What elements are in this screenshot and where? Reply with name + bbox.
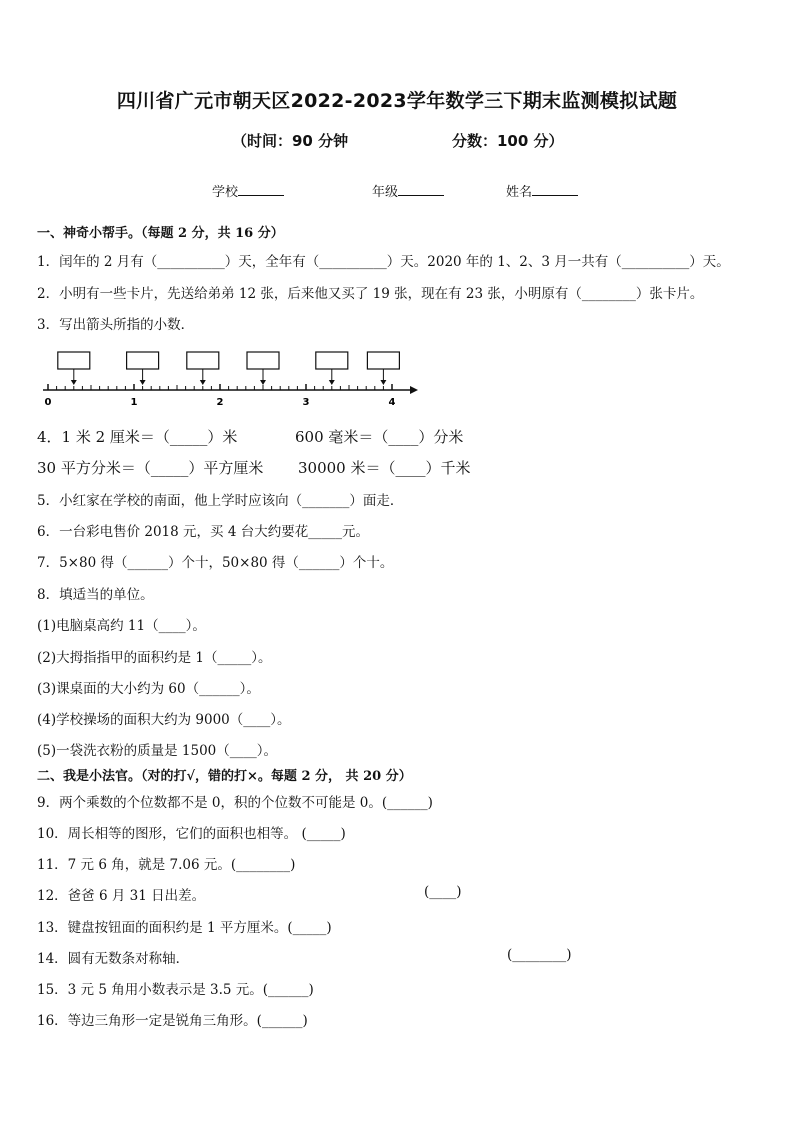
grade-blank [398,183,444,196]
question-5: 5．小红家在学校的南面，他上学时应该向（_______）面走． [37,493,404,509]
answer-box [187,352,219,369]
question-14: 14．圆有无数条对称轴． [37,951,190,967]
question-15: 15．3 元 5 角用小数表示是 3.5 元。(______) [37,982,314,998]
question-8-1: (1)电脑桌高约 11（____）。 [37,618,206,634]
pointer-arrowhead [260,380,266,385]
question-10: 10．周长相等的图形，它们的面积也相等。 (_____) [37,826,346,842]
question-6: 6．一台彩电售价 2018 元，买 4 台大约要花_____元。 [37,524,369,540]
grade-field [372,181,444,200]
question-8-4: (4)学校操场的面积大约为 9000（____）。 [37,712,291,728]
question-4d: 30000 米＝（____）千米 [298,459,471,477]
name-label: 姓名 [506,185,533,200]
question-8-5: (5)一袋洗衣粉的质量是 1500（____）。 [37,743,278,759]
answer-box [247,352,279,369]
question-14-blank: (________) [507,947,572,963]
answer-box [316,352,348,369]
question-2: 2．小明有一些卡片，先送给弟弟 12 张，后来他又买了 19 张，现在有 23 张，小明原有（________）张卡片。 [37,286,704,302]
page-title: 四川省广元市朝天区2022-2023学年数学三下期末监测模拟试题 [116,90,678,112]
answer-box [127,352,159,369]
pointer-arrowhead [380,380,386,385]
question-12-blank: (____) [424,884,462,900]
number-line-tick-label: 2 [216,397,224,406]
school-field [212,181,284,200]
question-8: 8．填适当的单位。 [37,587,154,603]
question-4c: 30 平方分米＝（_____）平方厘米 [37,459,264,477]
time-limit: （时间：90 分钟 [232,132,349,150]
total-score: 分数：100 分） [452,132,564,150]
question-7: 7．5×80 得（______）个十，50×80 得（______）个十。 [37,555,394,571]
question-8-2: (2)大拇指指甲的面积约是 1（_____）。 [37,650,272,666]
pointer-arrowhead [200,380,206,385]
pointer-arrowhead [329,380,335,385]
question-3: 3．写出箭头所指的小数． [37,317,195,333]
number-line-tick-label: 0 [44,397,52,406]
section-1-heading: 一、神奇小帮手。（每题 2 分，共 16 分） [37,226,284,241]
pointer-arrowhead [140,380,146,385]
number-line-tick-label: 3 [302,397,310,406]
name-blank [532,183,578,196]
name-field [506,181,578,200]
number-line-tick-label: 4 [388,397,396,406]
number-line-figure [38,346,418,406]
question-4b: 600 毫米＝（____）分米 [295,428,464,446]
question-4a: 4．1 米 2 厘米＝（_____）米 [37,428,238,446]
question-11: 11．7 元 6 角，就是 7.06 元。(________) [37,857,296,873]
question-12: 12．爸爸 6 月 31 日出差。 [37,888,206,904]
answer-box [367,352,399,369]
answer-box [58,352,90,369]
number-line-arrowhead [410,386,418,394]
pointer-arrowhead [71,380,77,385]
section-2-heading: 二、我是小法官。（对的打√，错的打×。每题 2 分， 共 20 分） [37,769,412,784]
question-8-3: (3)课桌面的大小约为 60（______）。 [37,681,260,697]
grade-label: 年级 [372,185,399,200]
question-9: 9．两个乘数的个位数都不是 0，积的个位数不可能是 0。(______) [37,795,433,811]
question-1: 1．闰年的 2 月有（__________）天，全年有（__________）天。2020 年的 1、2、3 月一共有（__________）天。 [37,254,730,270]
number-line-tick-label: 1 [130,397,138,406]
question-16: 16．等边三角形一定是锐角三角形。(______) [37,1013,308,1029]
school-blank [238,183,284,196]
question-13: 13．键盘按钮面的面积约是 1 平方厘米。(_____) [37,920,332,936]
school-label: 学校 [212,185,239,200]
